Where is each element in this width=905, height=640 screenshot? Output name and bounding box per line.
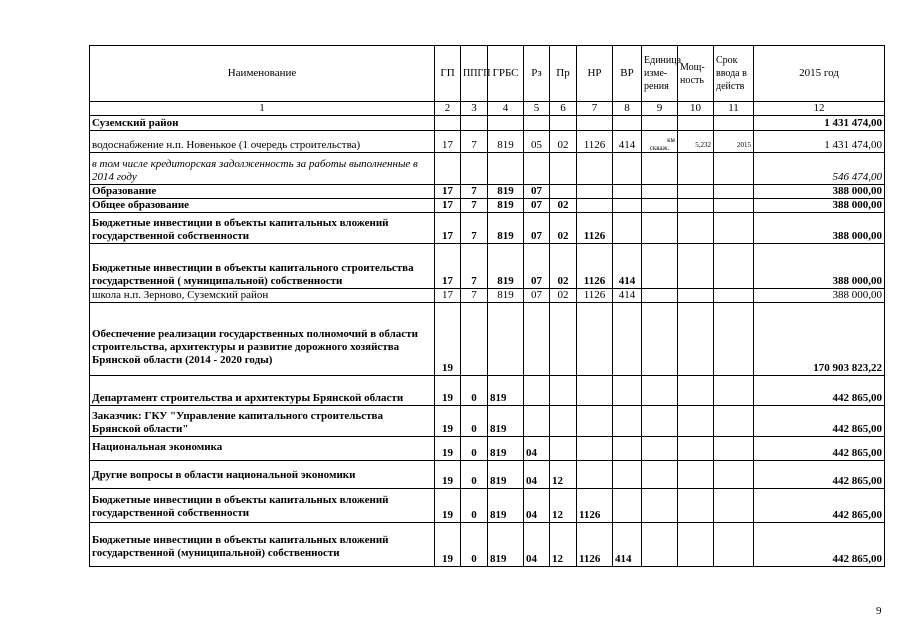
row-amount: 442 865,00 xyxy=(754,406,885,437)
row-pr: 02 xyxy=(550,289,577,303)
row-name: Общее образование xyxy=(90,199,435,213)
table-row xyxy=(90,244,885,289)
row-amount: 388 000,00 xyxy=(754,199,885,213)
column-number: 5 xyxy=(524,102,550,116)
header-power: Мощ-ность xyxy=(678,46,714,102)
row-ppgp: 0 xyxy=(461,406,488,437)
page-number: 9 xyxy=(876,605,882,617)
table-row xyxy=(90,199,885,213)
row-ppgp: 7 xyxy=(461,199,488,213)
table-row xyxy=(90,116,885,131)
row-name-text: Бюджетные инвестиции в объекты капитальных вложений государственной (муниципальной) собственности xyxy=(92,534,389,559)
row-ppgp: 0 xyxy=(461,376,488,406)
row-grbs: 819 xyxy=(488,437,524,461)
table-row xyxy=(90,489,885,523)
row-amount: 170 903 823,22 xyxy=(754,303,885,376)
row-name xyxy=(90,437,435,461)
table-row xyxy=(90,376,885,406)
row-name: в том числе кредиторская задолженность за работы выполненные в 2014 году xyxy=(90,153,435,185)
row-name: школа н.п. Зерново, Суземский район xyxy=(90,289,435,303)
row-nr xyxy=(577,185,613,199)
row-gp: 17 xyxy=(435,244,461,289)
row-ppgp: 0 xyxy=(461,489,488,523)
row-pr: 12 xyxy=(550,461,577,489)
row-nr: 1126 xyxy=(577,213,613,244)
column-number-row xyxy=(90,102,885,116)
table-row xyxy=(90,461,885,489)
row-name xyxy=(90,489,435,523)
table-row xyxy=(90,523,885,567)
row-amount: 546 474,00 xyxy=(754,153,885,185)
row-unit-bottom: скваж. xyxy=(649,144,670,152)
table-row xyxy=(90,406,885,437)
row-pr: 02 xyxy=(550,213,577,244)
row-pr: 02 xyxy=(550,244,577,289)
row-nr: 1126 xyxy=(577,131,613,153)
column-number: 1 xyxy=(90,102,435,116)
header-row xyxy=(90,46,885,102)
row-ppgp: 7 xyxy=(461,213,488,244)
row-grbs: 819 xyxy=(488,523,524,567)
row-name-text: Другие вопросы в области национальной экономики xyxy=(92,469,356,481)
header-pr: Пр xyxy=(550,46,577,102)
row-power: 5,232 xyxy=(678,131,714,153)
header-year: 2015 год xyxy=(754,46,885,102)
row-amount: 388 000,00 xyxy=(754,213,885,244)
header-rz: Рз xyxy=(524,46,550,102)
row-grbs: 819 xyxy=(488,199,524,213)
row-rz: 07 xyxy=(524,185,550,199)
row-name: Бюджетные инвестиции в объекты капитального строительства государственной ( муниципальной) собственности xyxy=(90,244,435,289)
row-vr: 414 xyxy=(613,131,642,153)
row-name xyxy=(90,461,435,489)
row-gp: 19 xyxy=(435,489,461,523)
header-grbs: ГРБС xyxy=(488,46,524,102)
row-name: Департамент строительства и архитектуры Брянской области xyxy=(90,376,435,406)
row-amount: 442 865,00 xyxy=(754,376,885,406)
table-row xyxy=(90,303,885,376)
row-vr: 414 xyxy=(613,523,642,567)
row-name: Бюджетные инвестиции в объекты капитальных вложений государственной собственности xyxy=(90,213,435,244)
row-rz: 07 xyxy=(524,244,550,289)
row-rz: 07 xyxy=(524,199,550,213)
row-unit-top: км xyxy=(667,136,675,144)
row-name: водоснабжение н.п. Новенькое (1 очередь строительства) xyxy=(90,131,435,153)
row-vr: 414 xyxy=(613,244,642,289)
row-name-text: Обеспечение реализации государственных полномочий в области строительства, архитектуры и развитие дорожного хозяйства Брянской области (2014 - 2020 годы) xyxy=(92,328,418,366)
row-pr: 02 xyxy=(550,131,577,153)
row-rz: 04 xyxy=(524,489,550,523)
table-row xyxy=(90,213,885,244)
row-ppgp: 0 xyxy=(461,523,488,567)
row-gp: 19 xyxy=(435,461,461,489)
column-number: 10 xyxy=(678,102,714,116)
row-rz: 04 xyxy=(524,437,550,461)
row-gp: 17 xyxy=(435,199,461,213)
row-unit xyxy=(642,131,678,153)
row-nr: 1126 xyxy=(577,289,613,303)
header-term: Срок ввода в действ xyxy=(714,46,754,102)
row-amount: 442 865,00 xyxy=(754,489,885,523)
row-name: Заказчик: ГКУ "Управление капитального строительства Брянской области" xyxy=(90,406,435,437)
row-gp: 19 xyxy=(435,406,461,437)
row-grbs: 819 xyxy=(488,244,524,289)
row-nr: 1126 xyxy=(577,244,613,289)
table-row xyxy=(90,437,885,461)
header-ppgp: ППГП xyxy=(461,46,488,102)
row-name-text: Национальная экономика xyxy=(92,441,223,453)
header-vr: ВР xyxy=(613,46,642,102)
row-amount: 388 000,00 xyxy=(754,185,885,199)
table-row xyxy=(90,153,885,185)
row-gp: 19 xyxy=(435,303,461,376)
row-pr: 12 xyxy=(550,489,577,523)
row-name: Образование xyxy=(90,185,435,199)
row-ppgp: 0 xyxy=(461,461,488,489)
header-nr: НР xyxy=(577,46,613,102)
row-amount: 388 000,00 xyxy=(754,289,885,303)
row-ppgp: 7 xyxy=(461,131,488,153)
row-grbs: 819 xyxy=(488,289,524,303)
column-number: 3 xyxy=(461,102,488,116)
row-name-text: Бюджетные инвестиции в объекты капитальных вложений государственной собственности xyxy=(92,494,389,519)
row-grbs: 819 xyxy=(488,406,524,437)
row-vr xyxy=(613,185,642,199)
row-vr: 414 xyxy=(613,289,642,303)
row-pr xyxy=(550,185,577,199)
column-number: 4 xyxy=(488,102,524,116)
row-ppgp: 7 xyxy=(461,289,488,303)
row-rz: 04 xyxy=(524,523,550,567)
row-ppgp: 7 xyxy=(461,244,488,289)
row-gp: 17 xyxy=(435,185,461,199)
row-gp: 17 xyxy=(435,131,461,153)
row-gp: 19 xyxy=(435,437,461,461)
column-number: 2 xyxy=(435,102,461,116)
row-grbs: 819 xyxy=(488,213,524,244)
row-amount: 442 865,00 xyxy=(754,437,885,461)
column-number: 6 xyxy=(550,102,577,116)
column-number: 12 xyxy=(754,102,885,116)
row-vr xyxy=(613,213,642,244)
budget-table xyxy=(89,45,885,567)
row-grbs: 819 xyxy=(488,461,524,489)
row-amount: 388 000,00 xyxy=(754,244,885,289)
header-gp: ГП xyxy=(435,46,461,102)
row-grbs: 819 xyxy=(488,376,524,406)
row-grbs: 819 xyxy=(488,489,524,523)
row-pr: 12 xyxy=(550,523,577,567)
row-name xyxy=(90,303,435,376)
row-term: 2015 xyxy=(714,131,754,153)
table-row xyxy=(90,289,885,303)
column-number: 8 xyxy=(613,102,642,116)
row-gp: 19 xyxy=(435,523,461,567)
row-rz: 04 xyxy=(524,461,550,489)
row-ppgp: 0 xyxy=(461,437,488,461)
row-ppgp: 7 xyxy=(461,185,488,199)
row-amount: 442 865,00 xyxy=(754,523,885,567)
header-unit: Единица изме-рения xyxy=(642,46,678,102)
row-nr: 1126 xyxy=(577,523,613,567)
table-row xyxy=(90,185,885,199)
row-gp: 17 xyxy=(435,213,461,244)
table-row xyxy=(90,131,885,153)
column-number: 11 xyxy=(714,102,754,116)
row-vr xyxy=(613,199,642,213)
row-grbs: 819 xyxy=(488,131,524,153)
row-nr: 1126 xyxy=(577,489,613,523)
row-grbs: 819 xyxy=(488,185,524,199)
row-gp: 17 xyxy=(435,289,461,303)
row-name: Суземский район xyxy=(90,116,435,131)
row-nr xyxy=(577,199,613,213)
row-rz: 05 xyxy=(524,131,550,153)
row-amount: 442 865,00 xyxy=(754,461,885,489)
row-rz: 07 xyxy=(524,213,550,244)
row-amount: 1 431 474,00 xyxy=(754,131,885,153)
row-rz: 07 xyxy=(524,289,550,303)
row-gp: 19 xyxy=(435,376,461,406)
row-name xyxy=(90,523,435,567)
column-number: 9 xyxy=(642,102,678,116)
row-amount: 1 431 474,00 xyxy=(754,116,885,131)
column-number: 7 xyxy=(577,102,613,116)
header-name: Наименование xyxy=(90,46,435,102)
row-pr: 02 xyxy=(550,199,577,213)
